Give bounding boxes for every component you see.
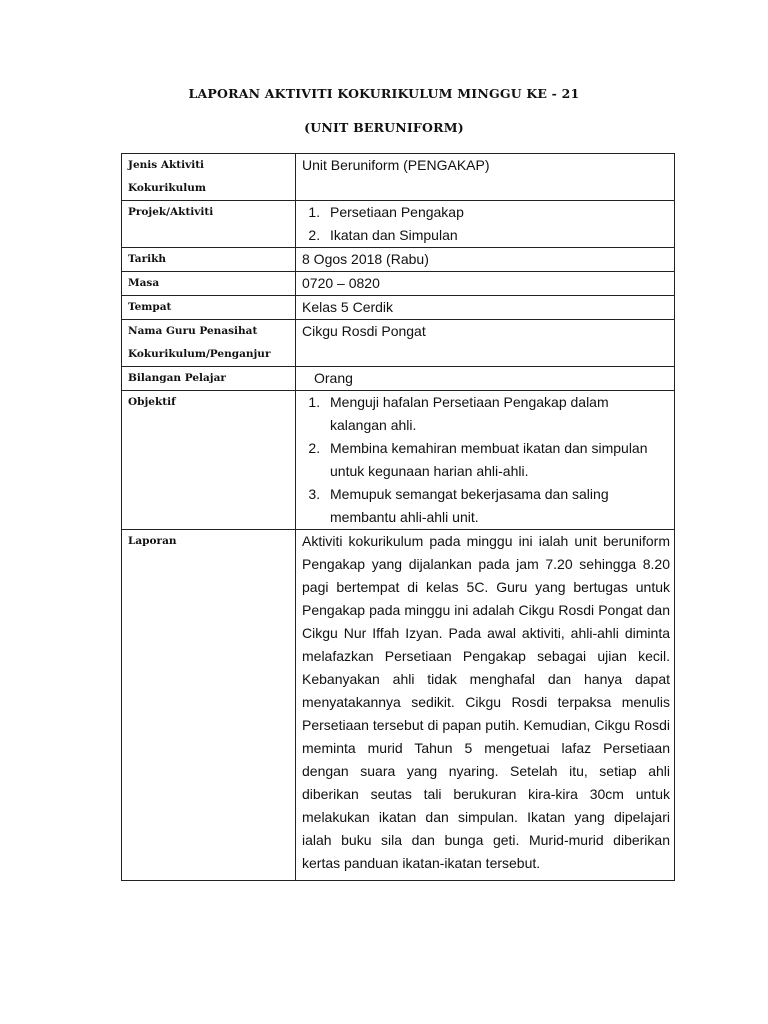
list-item: 2. Ikatan dan Simpulan xyxy=(324,224,670,247)
value-objektif xyxy=(296,391,675,530)
value-tempat: Kelas 5 Cerdik xyxy=(296,296,675,320)
report-title: LAPORAN AKTIVITI KOKURIKULUM MINGGU KE - 21 xyxy=(188,86,580,101)
value-jenis: Unit Beruniform (PENGAKAP) xyxy=(296,154,675,201)
row-projek xyxy=(122,201,675,248)
row-jenis xyxy=(122,154,675,201)
label-jenis-line2: Kokurikulum xyxy=(128,182,206,194)
label-laporan: Laporan xyxy=(122,530,296,881)
label-tarikh: Tarikh xyxy=(122,248,296,272)
label-masa: Masa xyxy=(122,272,296,296)
label-projek: Projek/Aktiviti xyxy=(122,201,296,248)
report-subtitle: (UNIT BERUNIFORM) xyxy=(304,120,464,135)
label-guru xyxy=(122,320,296,367)
label-objektif: Objektif xyxy=(122,391,296,530)
value-projek xyxy=(296,201,675,248)
bilangan-value: Orang xyxy=(314,370,353,386)
row-bilangan xyxy=(122,367,675,391)
value-guru: Cikgu Rosdi Pongat xyxy=(296,320,675,367)
row-guru xyxy=(122,320,675,367)
value-masa: 0720 – 0820 xyxy=(296,272,675,296)
report-table xyxy=(121,153,675,881)
objektif-list xyxy=(302,391,670,529)
row-tempat xyxy=(122,296,675,320)
projek-list xyxy=(302,201,670,247)
label-guru-line2: Kokurikulum/Penganjur xyxy=(128,348,271,360)
value-laporan: Aktiviti kokurikulum pada minggu ini ialah unit beruniform Pengakap yang dijalankan pada jam 7.20 sehingga 8.20 pagi bertempat di kelas 5C. Guru yang bertugas untuk Pengakap pada minggu ini adalah Cikgu Rosdi Pongat dan Cikgu Nur Iffah Izyan. Pada awal aktiviti, ahli-ahli diminta melafazkan Persetiaan Pengakap sebagai ujian kecil. Kebanyakan ahli tidak menghafal dan hanya dapat menyatakannya sedikit. Cikgu Rosdi terpaksa menulis Persetiaan tersebut di papan putih. Kemudian, Cikgu Rosdi meminta murid Tahun 5 mengetuai lafaz Persetiaan dengan suara yang nyaring. Setelah itu, setiap ahli diberikan seutas tali berukuran kira-kira 30cm untuk melakukan ikatan dan simpulan. Ikatan yang dipelajari ialah buku sila dan bunga geti. Murid-murid diberikan kertas panduan ikatan-ikatan tersebut. xyxy=(296,530,675,881)
row-laporan xyxy=(122,530,675,881)
row-tarikh xyxy=(122,248,675,272)
label-jenis xyxy=(122,154,296,201)
row-objektif xyxy=(122,391,675,530)
value-bilangan xyxy=(296,367,675,391)
label-jenis-line1: Jenis Aktiviti xyxy=(128,159,205,171)
value-tarikh: 8 Ogos 2018 (Rabu) xyxy=(296,248,675,272)
list-item: 3. Memupuk semangat bekerjasama dan saling membantu ahli-ahli unit. xyxy=(324,483,666,529)
label-bilangan: Bilangan Pelajar xyxy=(122,367,296,391)
list-item: 1. Persetiaan Pengakap xyxy=(324,201,670,224)
label-tempat: Tempat xyxy=(122,296,296,320)
list-item: 1. Menguji hafalan Persetiaan Pengakap dalam kalangan ahli. xyxy=(324,391,666,437)
row-masa xyxy=(122,272,675,296)
label-guru-line1: Nama Guru Penasihat xyxy=(128,325,258,337)
list-item: 2. Membina kemahiran membuat ikatan dan simpulan untuk kegunaan harian ahli-ahli. xyxy=(324,437,666,483)
